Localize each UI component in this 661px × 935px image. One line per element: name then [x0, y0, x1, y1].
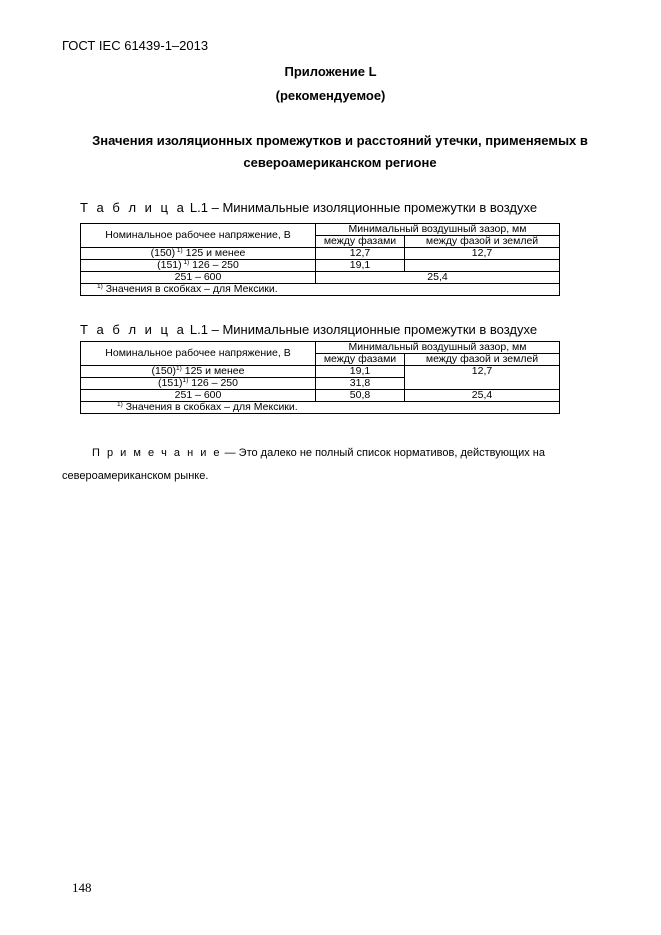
note-line2: североамериканском рынке. — [62, 470, 209, 482]
header-voltage: Номинальное рабочее напряжение, В — [81, 342, 316, 366]
table-row — [81, 260, 560, 272]
section-title-line1: Значения изоляционных промежутков и расстояний утечки, применяемых в — [92, 133, 588, 148]
header-phase-to-ground: между фазой и землей — [405, 354, 560, 366]
table-row — [81, 390, 560, 402]
note-line1 — [62, 442, 562, 465]
table-row — [81, 248, 560, 260]
voltage-cell: (151) $^{1)}$ 126 – 250 — [81, 260, 316, 272]
voltage-cell: 251 – 600 — [81, 272, 316, 284]
phase-value: 19,1 — [316, 260, 405, 272]
table-caption — [80, 200, 537, 215]
empty-cell — [405, 260, 560, 272]
header-phase-to-phase: между фазами — [316, 354, 405, 366]
clearance-table-1 — [80, 223, 560, 296]
table-footnote: $^{1)}$ Значения в скобках – для Мексики. — [81, 402, 560, 414]
table-row — [81, 272, 560, 284]
phase-value: 19,1 — [316, 366, 405, 378]
footnote-row — [81, 284, 560, 296]
table-caption-text: L.1 – Минимальные изоляционные промежутки в воздухе — [186, 200, 538, 215]
header-phase-to-phase: между фазами — [316, 236, 405, 248]
header-clearance: Минимальный воздушный зазор, мм — [316, 342, 560, 354]
ground-value: 12,7 — [405, 248, 560, 260]
voltage-cell: (150) $^{1)}$ 125 и менее — [81, 248, 316, 260]
phase-value: 50,8 — [316, 390, 405, 402]
note — [62, 442, 562, 488]
appendix-title: Приложение L — [284, 64, 377, 79]
document-header: ГОСТ IEC 61439-1–2013 — [62, 38, 209, 53]
ground-value: 12,7 — [405, 366, 560, 390]
note-label: П р и м е ч а н и е — [92, 447, 222, 459]
appendix-kind: (рекомендуемое) — [275, 88, 386, 103]
phase-value: 12,7 — [316, 248, 405, 260]
table-caption-prefix: Т а б л и ц а — [80, 200, 187, 215]
merged-value: 25,4 — [316, 272, 560, 284]
page-number: 148 — [72, 880, 92, 895]
table-caption-prefix: Т а б л и ц а — [80, 322, 187, 337]
voltage-cell: $(150)^{1)}$ 125 и менее — [81, 366, 316, 378]
table-caption-text: L.1 – Минимальные изоляционные промежутки в воздухе — [186, 322, 538, 337]
table-footnote: $^{1)}$ Значения в скобках – для Мексики. — [81, 284, 560, 296]
header-clearance: Минимальный воздушный зазор, мм — [316, 224, 560, 236]
table-caption — [80, 322, 537, 337]
clearance-table-2 — [80, 341, 560, 414]
voltage-cell: 251 – 600 — [81, 390, 316, 402]
footnote-row — [81, 402, 560, 414]
header-voltage: Номинальное рабочее напряжение, В — [81, 224, 316, 248]
voltage-cell: $(151)^{1)}$ 126 – 250 — [81, 378, 316, 390]
section-title-line2: североамериканском регионе — [243, 155, 437, 170]
section-title — [80, 130, 600, 174]
ground-value: 25,4 — [405, 390, 560, 402]
note-text1: — Это далеко не полный список нормативов, действующих на — [221, 447, 545, 459]
table-row — [81, 366, 560, 378]
phase-value: 31,8 — [316, 378, 405, 390]
header-phase-to-ground: между фазой и землей — [405, 236, 560, 248]
